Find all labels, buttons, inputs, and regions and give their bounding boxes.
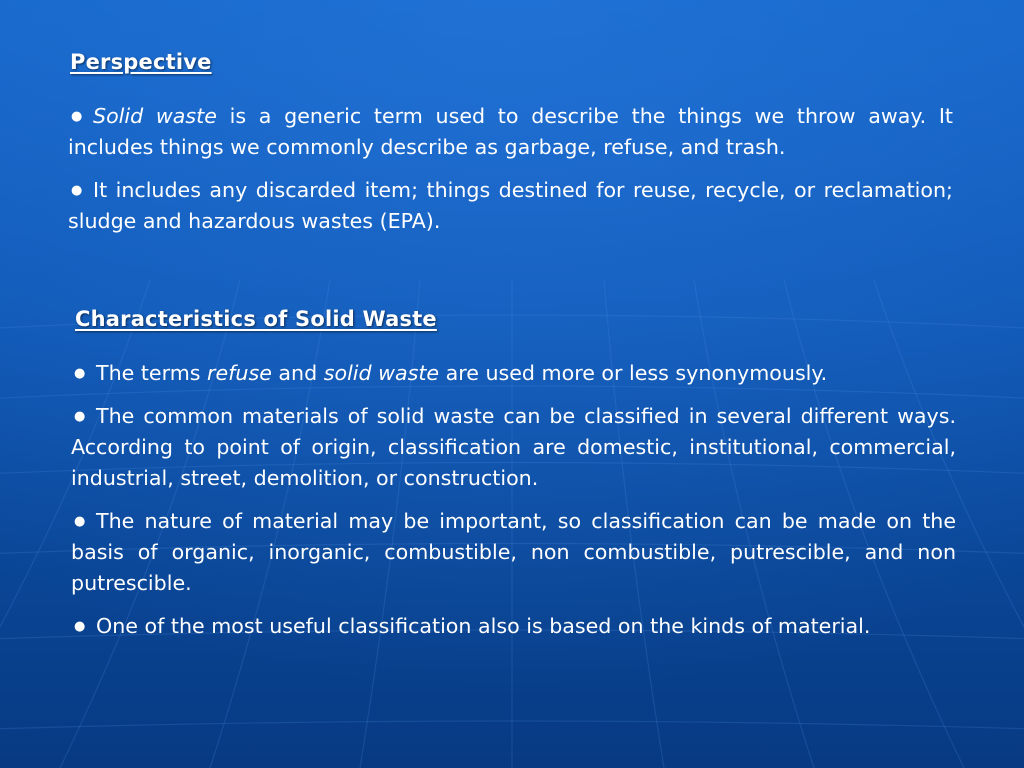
bullet-dot-icon: ● [71, 183, 83, 198]
bullet-text: One of the most useful classification also is based on the kinds of material. [96, 614, 871, 638]
bullet-text: The nature of material may be important, so classification can be made on the basis of organic, inorganic, combustible, non combustible, putrescible, and non putrescible. [71, 509, 956, 595]
bullet-text: It includes any discarded item; things destined for reuse, recycle, or reclamation; sludge and hazardous wastes (EPA). [68, 178, 953, 233]
emphasized-term: refuse [207, 361, 272, 385]
section-heading-characteristics: Characteristics of Solid Waste [75, 307, 437, 331]
bullet-dot-icon: ● [71, 109, 83, 124]
bullet-dot-icon: ● [74, 409, 86, 424]
section-heading-perspective: Perspective [70, 50, 212, 74]
characteristics-bullet-list [71, 358, 956, 654]
list-item [71, 358, 956, 389]
bullet-text: is a generic term used to describe the things we throw away. It includes things we commonly describe as garbage, refuse, and trash. [68, 104, 953, 159]
bullet-text: The terms [96, 361, 208, 385]
bullet-dot-icon: ● [74, 514, 86, 529]
bullet-text: The common materials of solid waste can be classified in several different ways. According to point of origin, classification are domestic, institutional, commercial, industrial, street, demolition, or construction. [71, 404, 956, 490]
emphasized-term: Solid waste [93, 104, 217, 128]
bullet-dot-icon: ● [74, 619, 86, 634]
bullet-dot-icon: ● [74, 366, 86, 381]
bullet-text: and [271, 361, 324, 385]
perspective-bullet-list [68, 101, 953, 249]
list-item [68, 101, 953, 163]
list-item [71, 506, 956, 599]
list-item [68, 175, 953, 237]
emphasized-term: solid waste [323, 361, 440, 385]
bullet-text: are used more or less synonymously. [439, 361, 828, 385]
list-item [71, 401, 956, 494]
list-item [71, 611, 956, 642]
